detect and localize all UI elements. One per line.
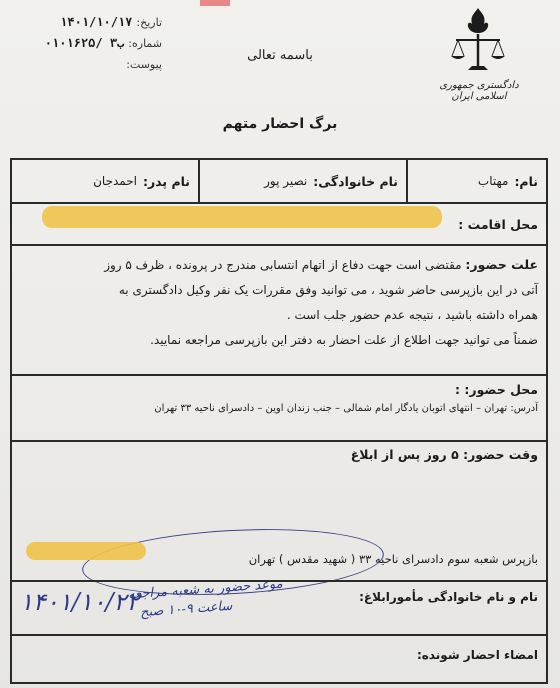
attachment-row <box>12 54 162 75</box>
handwritten-note-2: ساعت ۹-۱۰ صبح <box>139 598 233 621</box>
handwritten-note-1: موعد حضور به شعبه مراجعه <box>127 576 284 603</box>
basmala-heading: باسمه تعالی <box>247 48 313 63</box>
red-stamp-mark <box>200 0 230 6</box>
attachment-label: پیوست: <box>126 58 162 71</box>
redaction-highlight-residence <box>42 206 442 228</box>
attendance-section <box>12 442 546 472</box>
number-row <box>12 33 162 54</box>
residence-label: محل اقامت : <box>458 216 538 232</box>
form-title: برگ احضار متهم <box>222 116 338 132</box>
reason-section <box>12 246 546 376</box>
reason-text-1: مقتضی است جهت دفاع از اتهام انتسابی مندرج در پرونده ، ظرف ۵ روز <box>104 258 462 272</box>
signature-label: امضاء احضار شونده: <box>416 648 538 662</box>
reason-line-2: آتی در این بازپرسی حاضر شوید ، می توانید وفق مقررات یک نفر وکیل دادگستری به <box>118 283 538 297</box>
emblem-caption: دادگستری جمهوری اسلامی ایران <box>439 80 519 102</box>
family-cell <box>198 160 406 202</box>
identity-row <box>12 160 546 204</box>
place-section <box>12 376 546 442</box>
date-value: ۱۴۰۱/۱۰/۱۷ <box>60 15 133 29</box>
redaction-highlight-investigator <box>26 542 146 560</box>
reason-line-3: همراه داشته باشید ، نتیجه عدم حضور جلب است . <box>286 308 538 322</box>
officer-label: نام و نام خانوادگی مأمورابلاغ: <box>359 590 538 604</box>
reason-line-1 <box>20 252 538 278</box>
handwritten-notes <box>20 576 350 636</box>
father-cell <box>12 160 198 202</box>
date-label: تاریخ: <box>136 16 162 29</box>
number-value: ۰۱۰۱۶۲۵/ ۳ب <box>44 36 125 50</box>
name-value: مهتاب <box>477 174 509 188</box>
date-row <box>12 12 162 33</box>
father-label: نام پدر: <box>142 173 190 189</box>
name-cell <box>406 160 546 202</box>
reason-label: علت حضور: <box>465 257 538 272</box>
number-label: شماره: <box>128 37 162 50</box>
judiciary-emblem-icon <box>448 4 508 76</box>
family-value: نصیر پور <box>264 174 308 188</box>
document-meta <box>12 12 162 75</box>
place-address: آدرس: تهران – انتهای اتوبان یادگار امام شمالی – جنب زندان اوین – دادسرای ناحیه ۳۳ تهران <box>154 403 538 414</box>
name-label: نام: <box>514 173 538 189</box>
investigator-text: بازپرس شعبه سوم دادسرای ناحیه ۳۳ ( شهید مقدس ) تهران <box>248 552 538 566</box>
place-label: محل حضور: : <box>455 382 538 397</box>
reason-line-4: ضمناً می توانید جهت اطلاع از علت احضار به دفتر این بازپرسی مراجعه نمایید. <box>150 333 538 347</box>
father-value: احمدجان <box>93 174 137 188</box>
handwritten-date: ۱۴۰۱/۱۰/۲۲ <box>20 588 140 616</box>
summons-form <box>10 158 548 684</box>
attendance-label: وقت حضور: ۵ روز پس از ابلاغ <box>350 446 538 462</box>
family-label: نام خانوادگی: <box>313 173 398 189</box>
divider-signature <box>12 634 546 636</box>
